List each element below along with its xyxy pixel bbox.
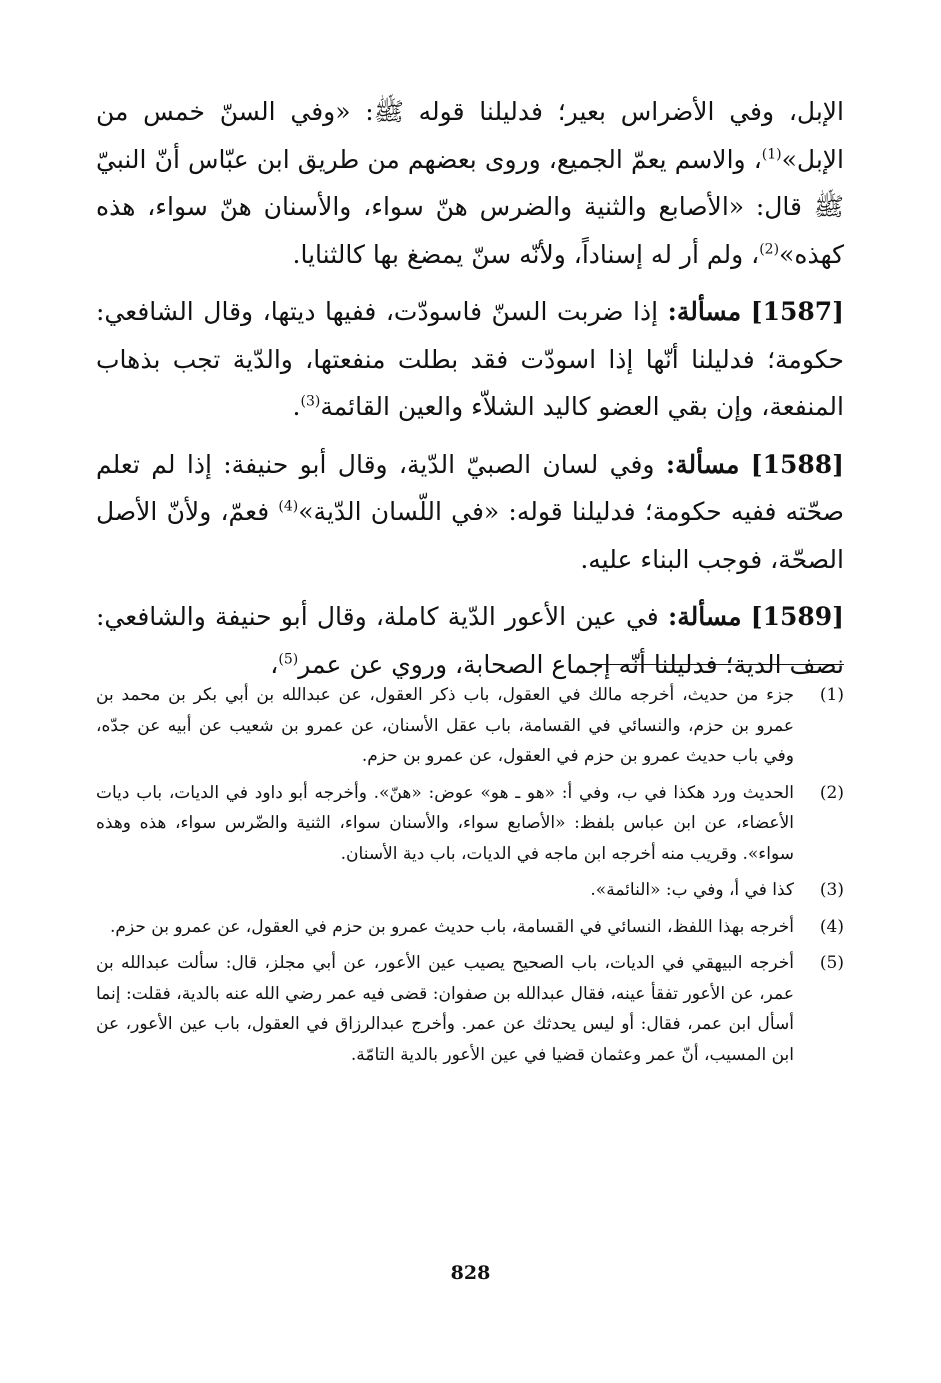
footnote-text: أخرجه البيهقي في الديات، باب الصحيح يصيب عين الأعور، عن أبي مجلز، قال: سألت عبدالله بن عمر، عن الأعور تفقأ عينه، فقال عبدالله بن صفوان: قضى فيه عمر رضي الله عنه بالدية، فقلت: إنما أسأل ابن عمر، فقال: أو ليس يحدثك عن عمر. وأخرج عبدالرزاق في العقول، باب عين الأعور، عن ابن المسيب، أنّ عمر وعثمان قضيا في عين الأعور بالدية التامّة. bbox=[96, 953, 794, 1065]
paragraph-text: فعمّ، ولأنّ الأصل الصحّة، فوجب البناء عليه. bbox=[96, 497, 844, 574]
paragraph-text: في عين الأعور الدّية كاملة، وقال أبو حنيفة والشافعي: نصف الدية؛ فدليلنا أنّه إجماع الصحابة، وروي عن عمر bbox=[96, 602, 844, 679]
issue-number: [1588] bbox=[750, 449, 845, 479]
page-number: 828 bbox=[450, 1262, 491, 1284]
footnote-text: أخرجه بهذا اللفظ، النسائي في القسامة، باب حديث عمرو بن حزم في العقول، عن عمرو بن حزم. bbox=[110, 916, 794, 937]
paragraph-text: الإبل، وفي الأضراس بعير؛ فدليلنا قوله ﷺ: «وفي السنّ خمس من الإبل» bbox=[96, 97, 844, 174]
footnote-text: الحديث ورد هكذا في ب، وفي أ: «هو ـ هو» عوض: «هنّ». وأخرجه أبو داود في الديات، باب ديات الأعضاء، عن ابن عباس بلفظ: «الأصابع سواء، والأسنان سواء، الثنية والضّرس سواء، هذه وهذه سواء». وقريب منه أخرجه ابن ماجه في الديات، باب دية الأسنان. bbox=[96, 782, 794, 864]
issue-number: [1589] bbox=[750, 602, 844, 631]
paragraph-text: ، bbox=[270, 649, 279, 679]
paragraph-text: إذا ضربت السنّ فاسودّت، ففيها ديتها، وقال الشافعي: حكومة؛ فدليلنا أنّها إذا اسودّت فقد بطلت منفعتها، والدّية تجب بذهاب المنفعة، وإن بقي العضو كاليد الشلاّء والعين القائمة bbox=[96, 297, 844, 421]
paragraph-continuation bbox=[96, 88, 844, 278]
issue-keyword: مسألة: bbox=[667, 602, 742, 631]
main-text bbox=[96, 88, 844, 698]
footnote-3 bbox=[96, 875, 844, 906]
paragraph-issue-1587 bbox=[96, 288, 844, 431]
footnote-ref: (3) bbox=[300, 393, 321, 410]
paragraph-issue-1589 bbox=[96, 593, 844, 688]
paragraph-text: وفي لسان الصبيّ الدّية، وقال أبو حنيفة: إذا لم تعلم صحّته ففيه حكومة؛ فدليلنا قوله: «في اللّسان الدّية» bbox=[96, 449, 844, 526]
paragraph-text: . bbox=[292, 392, 301, 421]
footnote-text: جزء من حديث، أخرجه مالك في العقول، باب ذكر العقول، عن عبدالله بن أبي بكر بن محمد بن عمرو بن حزم، والنسائي في القسامة، باب عقل الأسنان، عن عمرو بن شعيب عن أبيه عن جدّه، وفي باب حديث عمرو بن حزم في العقول، عن عمرو بن حزم. bbox=[96, 685, 794, 766]
footnote-ref: (4) bbox=[278, 498, 299, 515]
footnote-ref: (1) bbox=[761, 146, 782, 163]
footnote-number: (5) bbox=[819, 953, 844, 973]
issue-number: [1587] bbox=[750, 297, 844, 326]
footnote-5 bbox=[96, 948, 844, 1070]
issue-keyword: مسألة: bbox=[665, 449, 740, 479]
footnote-number: (3) bbox=[819, 880, 844, 900]
footnote-number: (4) bbox=[819, 916, 844, 937]
paragraph-issue-1588 bbox=[96, 441, 844, 584]
paragraph-text: ، ولم أر له إسناداً، ولأنّه سنّ يمضغ بها كالثنايا. bbox=[292, 239, 760, 269]
footnote-1 bbox=[96, 680, 844, 772]
footnotes bbox=[96, 680, 844, 1076]
footnote-ref: (2) bbox=[759, 241, 780, 258]
issue-keyword: مسألة: bbox=[667, 297, 742, 326]
footnote-text: كذا في أ، وفي ب: «النائمة». bbox=[590, 880, 794, 900]
footnote-ref: (5) bbox=[278, 651, 299, 668]
footnote-number: (2) bbox=[819, 782, 844, 803]
footnote-4 bbox=[96, 912, 844, 943]
footnote-number: (1) bbox=[819, 685, 844, 705]
paragraph-text: ، والاسم يعمّ الجميع، وروى بعضهم من طريق ابن عبّاس أنّ النبيّ ﷺ قال: «الأصابع والثنية والضرس هنّ سواء، والأسنان هنّ سواء، هذه كهذه» bbox=[96, 144, 844, 269]
footnote-2 bbox=[96, 778, 844, 870]
footnote-divider bbox=[596, 664, 844, 665]
